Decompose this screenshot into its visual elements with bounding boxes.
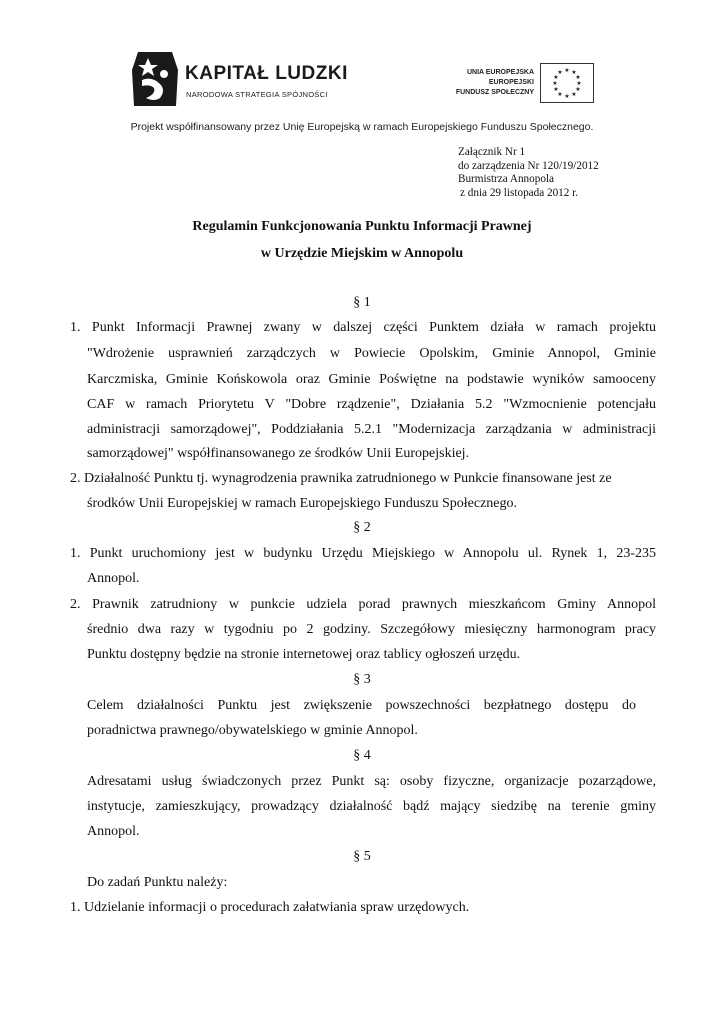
paragraph-line: Adresatami usług świadczonych przez Punkt są: osoby fizyczne, organizacje pozarządowe, [87,774,656,789]
section-mark: § 3 [353,672,371,687]
eu-label [448,68,534,98]
paragraph-line: Karczmiska, Gminie Końskowola oraz Gminie Poświętne na podstawie wyników samooceny [87,372,656,387]
logo-title: KAPITAŁ LUDZKI [185,63,348,84]
section-mark: § 5 [353,849,371,864]
paragraph-line: poradnictwa prawnego/obywatelskiego w gminie Annopol. [87,723,418,738]
eu-label-line: FUNDUSZ SPOŁECZNY [455,89,534,96]
section-mark: § 4 [353,748,371,763]
paragraph-line: Punktu dostępny będzie na stronie internetowej oraz tablicy ogłoszeń urzędu. [87,647,521,662]
svg-text:★: ★ [575,86,581,93]
svg-text:★: ★ [576,80,582,87]
paragraph-line: Do zadań Punktu należy: [87,875,228,890]
project-cofinancing-line: Projekt współfinansowany przez Unię Europejską w ramach Europejskiego Funduszu Społecznego. [130,121,594,133]
section-mark: § 1 [353,295,371,310]
paragraph-line: administracji samorządowej", Poddziałania 5.2.1 "Modernizacja zarządzania w administracji [87,422,656,437]
eu-label-line: UNIA EUROPEJSKA [466,69,534,76]
annex-line: z dnia 29 listopada 2012 r. [460,186,579,199]
paragraph-line: "Wdrożenie usprawnień zarządczych w Powiecie Opolskim, Gminie Annopol, Gminie [87,346,656,361]
annex-line: do zarządzenia Nr 120/19/2012 [458,159,599,172]
paragraph-line: 2. Działalność Punktu tj. wynagrodzenia prawnika zatrudnionego w Punkcie finansowane jest ze [70,471,612,486]
paragraph-line: Celem działalności Punktu jest zwiększenie powszechności bezpłatnego dostępu do [87,698,636,713]
paragraph-line: środków Unii Europejskiej w ramach Europejskiego Funduszu Społecznego. [87,496,518,511]
paragraph-line: 1. Punkt Informacji Prawnej zwany w dalszej części Punktem działa w ramach projektu [70,320,656,335]
annex-note [458,146,599,200]
svg-text:★: ★ [575,74,581,81]
svg-text:★: ★ [564,93,570,100]
svg-text:★: ★ [571,69,577,76]
svg-text:★: ★ [557,69,563,76]
annex-line: Załącznik Nr 1 [458,146,526,158]
annex-line: Burmistrza Annopola [458,173,555,185]
eu-label-line: EUROPEJSKI [488,79,534,86]
paragraph-line: 2. Prawnik zatrudniony w punkcie udziela porad prawnych mieszkańcom Gminy Annopol [70,597,656,612]
kapital-ludzki-logo [130,50,180,108]
section-mark: § 2 [353,520,371,535]
svg-text:★: ★ [564,67,570,74]
svg-text:★: ★ [571,91,577,98]
document-title: Regulamin Funkcjonowania Punktu Informacji Prawnej [192,219,532,234]
list-item: 1. Udzielanie informacji o procedurach załatwiania spraw urzędowych. [70,900,470,915]
paragraph-line: Annopol. [87,571,140,586]
paragraph-line: Annopol. [87,824,140,839]
svg-text:★: ★ [553,86,559,93]
paragraph-line: instytucje, zamieszkujący, prowadzący działalność bądź mający siedzibę na terenie gminy [87,799,656,814]
paragraph-line: średnio dwa razy w tygodniu po 2 godziny. Szczegółowy miesięczny harmonogram pracy [87,622,656,637]
paragraph-line: 1. Punkt uruchomiony jest w budynku Urzędu Miejskiego w Annopolu ul. Rynek 1, 23-235 [70,546,656,561]
paragraph-line: samorządowej" współfinansowanego ze środków Unii Europejskiej. [87,446,470,461]
svg-text:★: ★ [557,91,563,98]
logo-subtitle: NARODOWA STRATEGIA SPÓJNOŚCI [186,90,328,99]
paragraph-line: CAF w ramach Priorytetu V "Dobre rządzenie", Działania 5.2 "Wzmocnienie potencjału [87,397,656,412]
svg-text:★: ★ [552,80,558,87]
eu-flag-icon [540,63,594,103]
document-subtitle: w Urzędzie Miejskim w Annopolu [260,246,464,261]
svg-text:★: ★ [553,74,559,81]
page-header [0,0,724,150]
